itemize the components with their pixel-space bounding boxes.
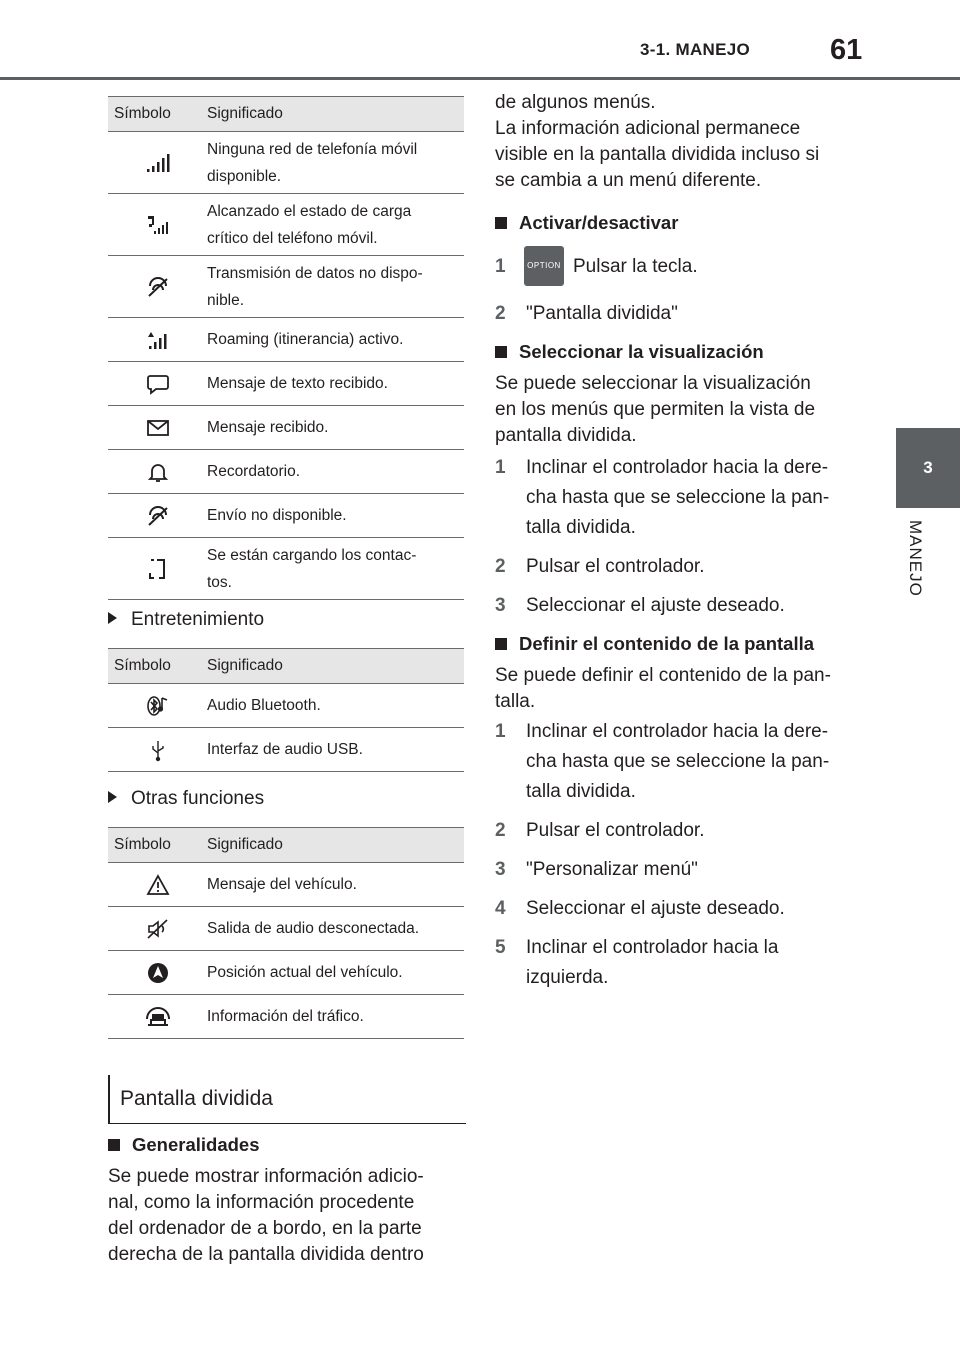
table-row (108, 728, 464, 772)
signal-bars-empty-icon (108, 132, 207, 194)
step-text: Pulsar la tecla. (573, 256, 698, 277)
paragraph-line: derecha de la pantalla dividida dentro (108, 1244, 424, 1265)
step-text: talla dividida. (526, 781, 636, 802)
step-text: Pulsar el controlador. (526, 556, 705, 577)
data-unavailable-icon (108, 256, 207, 318)
paragraph-line: de algunos menús. (495, 92, 656, 113)
paragraph-line: se cambia a un menú diferente. (495, 170, 762, 191)
page-number: 61 (830, 34, 863, 66)
cell-line: Salida de audio desconectada. (207, 920, 419, 937)
table-cell-meaning (207, 450, 464, 494)
table-header-meaning: Significado (207, 97, 464, 132)
traffic-info-icon (108, 995, 207, 1039)
step-number: 2 (495, 303, 506, 324)
table-header-symbol: Símbolo (108, 649, 207, 684)
header-section-title: 3-1. MANEJO (640, 40, 751, 59)
table-row (108, 256, 464, 318)
paragraph-generalidades (108, 1164, 424, 1268)
table-cell-meaning (207, 684, 464, 728)
paragraph-definir (495, 663, 831, 715)
table-header-symbol: Símbolo (108, 97, 207, 132)
chapter-label: MANEJO (906, 520, 925, 597)
table-row (108, 951, 464, 995)
heading-generalidades: Generalidades (108, 1134, 260, 1156)
section-title-box (108, 1075, 466, 1124)
step-text: Pulsar el controlador. (526, 820, 705, 841)
step-number: 5 (495, 937, 506, 958)
symbols-table-phone (108, 96, 464, 600)
subsection-other-functions: Otras funciones (108, 788, 264, 810)
step-text: Seleccionar el ajuste deseado. (526, 898, 785, 919)
table-row (108, 406, 464, 450)
table-row (108, 538, 464, 600)
table-cell-meaning (207, 995, 464, 1039)
send-unavailable-icon (108, 494, 207, 538)
paragraph-seleccionar (495, 371, 815, 449)
table-cell-meaning (207, 406, 464, 450)
paragraph-intro (495, 90, 819, 194)
table-cell-meaning (207, 494, 464, 538)
paragraph-line: visible en la pantalla dividida incluso si (495, 144, 820, 165)
table-row (108, 995, 464, 1039)
step-number: 3 (495, 595, 506, 616)
symbols-table-other (108, 827, 464, 1039)
option-key-icon: OPTION (524, 246, 564, 286)
paragraph-line: Se puede seleccionar la visualización (495, 373, 811, 394)
step-text: Seleccionar el ajuste deseado. (526, 595, 785, 616)
table-header-meaning: Significado (207, 649, 464, 684)
cell-line: Recordatorio. (207, 463, 301, 480)
paragraph-line: Se puede mostrar información adicio- (108, 1166, 424, 1187)
table-row (108, 494, 464, 538)
cell-line: Interfaz de audio USB. (207, 741, 363, 758)
paragraph-line: nal, como la información procedente (108, 1192, 415, 1213)
step-number: 1 (495, 457, 506, 478)
cell-line: tos. (207, 573, 232, 591)
roaming-signal-icon (108, 318, 207, 362)
paragraph-line: talla. (495, 691, 536, 712)
cell-line: disponible. (207, 167, 282, 185)
cell-line: Transmisión de datos no dispo- (207, 264, 423, 282)
table-cell-meaning (207, 538, 464, 600)
envelope-icon (108, 406, 207, 450)
heading-activar: Activar/desactivar (495, 212, 678, 234)
paragraph-line: Se puede definir el contenido de la pan- (495, 665, 831, 686)
bluetooth-audio-icon (108, 684, 207, 728)
table-cell-meaning (207, 318, 464, 362)
bell-icon (108, 450, 207, 494)
table-cell-meaning (207, 194, 464, 256)
cell-line: crítico del teléfono móvil. (207, 229, 378, 247)
paragraph-line: La información adicional permanece (495, 118, 801, 139)
step-text: talla dividida. (526, 517, 636, 538)
table-row (108, 362, 464, 406)
heading-seleccionar: Seleccionar la visualización (495, 341, 764, 363)
cell-line: Posición actual del vehículo. (207, 964, 403, 981)
step-text: "Personalizar menú" (526, 859, 698, 880)
step-text: Inclinar el controlador hacia la dere- (526, 721, 829, 742)
step-text: cha hasta que se seleccione la pan- (526, 487, 830, 508)
symbols-table-entertainment (108, 648, 464, 772)
cell-line: Se están cargando los contac- (207, 546, 417, 564)
step-number: 1 (495, 256, 506, 277)
chapter-tab: 3 (896, 428, 960, 508)
table-row (108, 132, 464, 194)
triangle-bullet-icon (108, 791, 117, 803)
paragraph-line: pantalla dividida. (495, 425, 637, 446)
paragraph-line: en los menús que permiten la vista de (495, 399, 816, 420)
table-row (108, 194, 464, 256)
cell-line: Envío no disponible. (207, 507, 347, 524)
step-text: izquierda. (526, 967, 609, 988)
subsection-entertainment: Entretenimiento (108, 609, 264, 631)
step-number: 2 (495, 820, 506, 841)
cell-line: Mensaje recibido. (207, 419, 329, 436)
triangle-bullet-icon (108, 612, 117, 624)
step-number: 4 (495, 898, 506, 919)
step-text: cha hasta que se seleccione la pan- (526, 751, 830, 772)
section-title: Pantalla dividida (120, 1087, 273, 1110)
table-cell-meaning (207, 863, 464, 907)
table-cell-meaning (207, 728, 464, 772)
usb-icon (108, 728, 207, 772)
table-cell-meaning (207, 362, 464, 406)
table-row (108, 450, 464, 494)
audio-muted-icon (108, 907, 207, 951)
cell-line: Mensaje del vehículo. (207, 876, 357, 893)
header-divider (0, 77, 960, 80)
cell-line: Alcanzado el estado de carga (207, 202, 412, 220)
step-number: 3 (495, 859, 506, 880)
contacts-loading-icon (108, 538, 207, 600)
vehicle-position-icon (108, 951, 207, 995)
table-row (108, 907, 464, 951)
cell-line: Roaming (itinerancia) activo. (207, 331, 404, 348)
cell-line: Mensaje de texto recibido. (207, 375, 388, 392)
cell-line: nible. (207, 291, 245, 309)
heading-definir: Definir el contenido de la pantalla (495, 633, 814, 655)
table-row (108, 318, 464, 362)
table-cell-meaning (207, 907, 464, 951)
table-header-symbol: Símbolo (108, 828, 207, 863)
step-text: Inclinar el controlador hacia la dere- (526, 457, 829, 478)
step-text: Inclinar el controlador hacia la (526, 937, 779, 958)
paragraph-line: del ordenador de a bordo, en la parte (108, 1218, 422, 1239)
cell-line: Información del tráfico. (207, 1008, 364, 1025)
table-cell-meaning (207, 256, 464, 318)
battery-critical-phone-icon (108, 194, 207, 256)
table-cell-meaning (207, 951, 464, 995)
cell-line: Ninguna red de telefonía móvil (207, 140, 418, 158)
table-cell-meaning (207, 132, 464, 194)
text-message-icon (108, 362, 207, 406)
table-row (108, 684, 464, 728)
table-row (108, 863, 464, 907)
cell-line: Audio Bluetooth. (207, 697, 321, 714)
warning-triangle-icon (108, 863, 207, 907)
table-header-meaning: Significado (207, 828, 464, 863)
step-text: "Pantalla dividida" (526, 303, 678, 324)
step-number: 2 (495, 556, 506, 577)
step-number: 1 (495, 721, 506, 742)
